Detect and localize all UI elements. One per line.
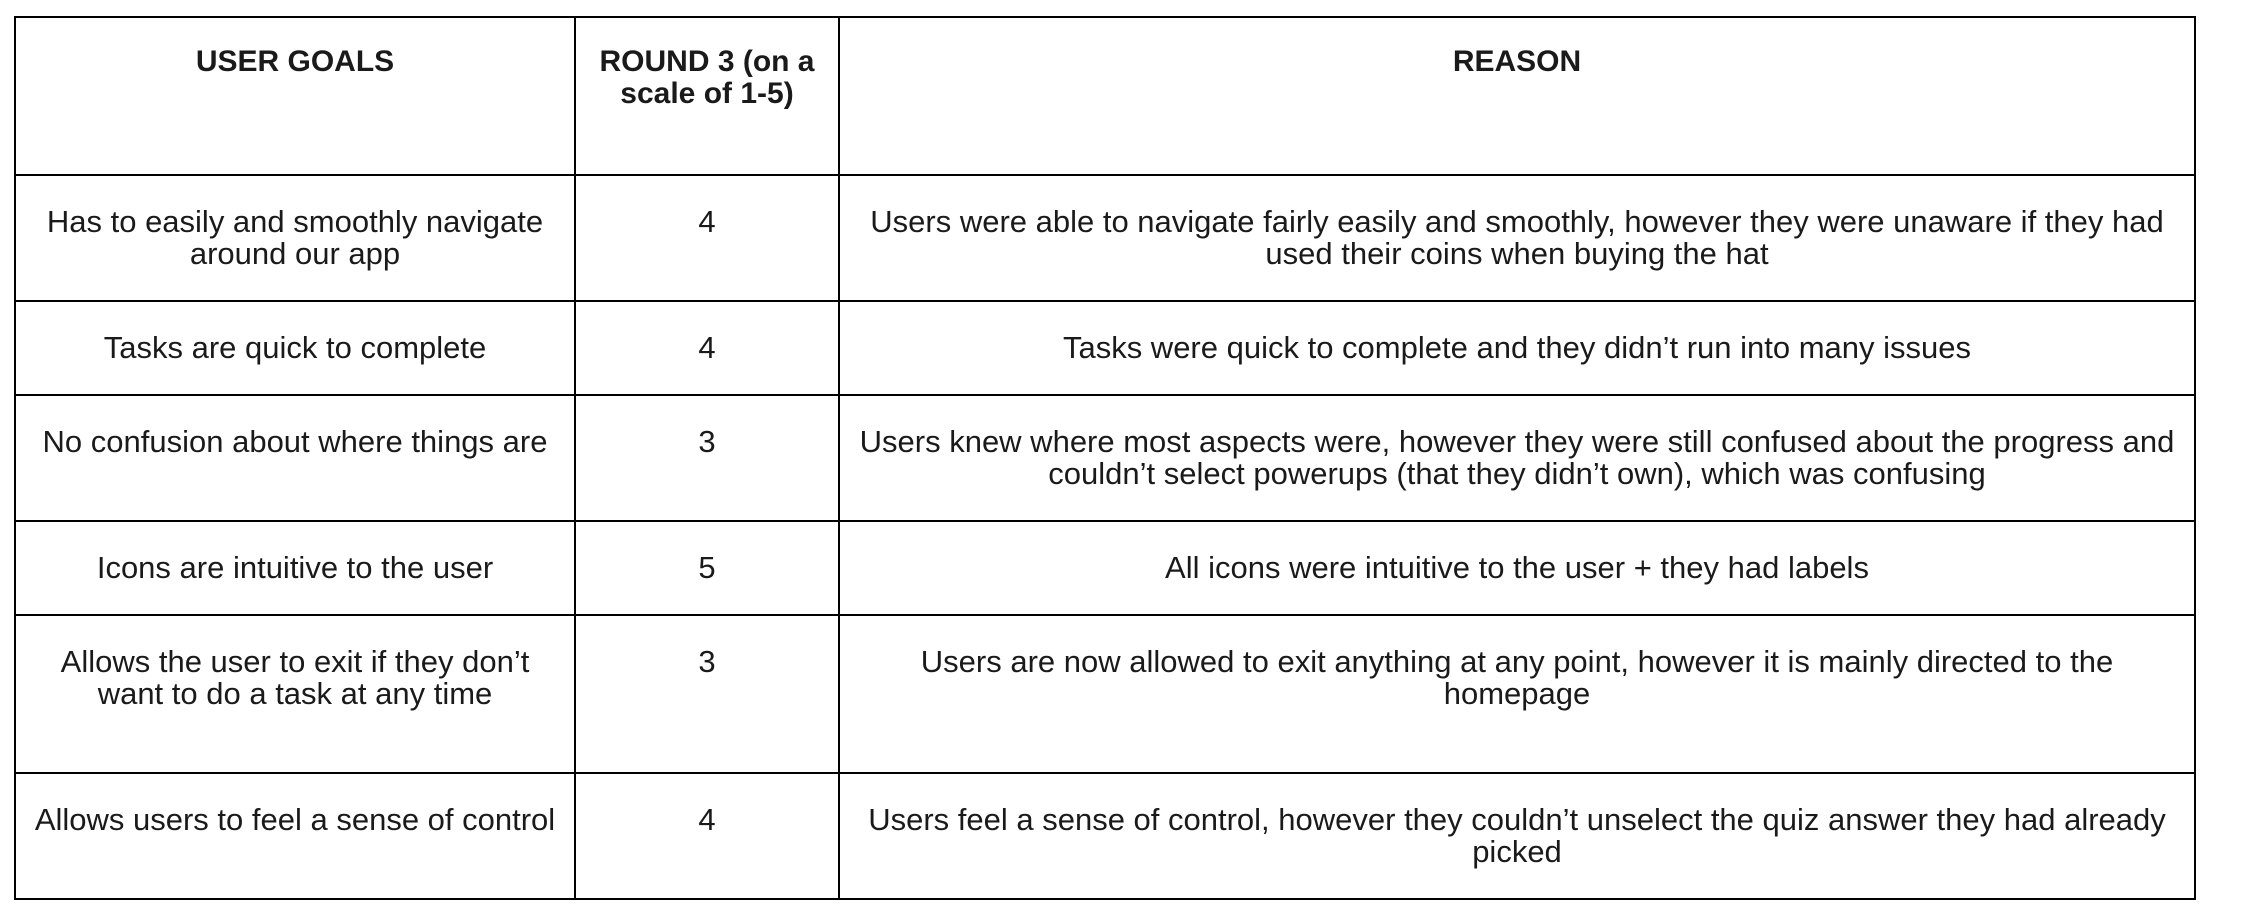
goal-cell: Tasks are quick to complete — [15, 301, 575, 395]
table-header-row — [15, 17, 2195, 175]
table-row — [15, 773, 2195, 899]
score-cell: 4 — [575, 175, 839, 301]
score-cell: 4 — [575, 773, 839, 899]
reason-cell: Users were able to navigate fairly easily and smoothly, however they were unaware if they had used their coins when buying the hat — [839, 175, 2195, 301]
reason-cell: Tasks were quick to complete and they didn’t run into many issues — [839, 301, 2195, 395]
score-cell: 4 — [575, 301, 839, 395]
table-row — [15, 301, 2195, 395]
goal-cell: Has to easily and smoothly navigate around our app — [15, 175, 575, 301]
table-row — [15, 615, 2195, 773]
score-cell: 5 — [575, 521, 839, 615]
score-cell: 3 — [575, 395, 839, 521]
goal-cell: Allows the user to exit if they don’t want to do a task at any time — [15, 615, 575, 773]
table-row — [15, 175, 2195, 301]
header-round-3-score: ROUND 3 (on a scale of 1-5) — [575, 17, 839, 175]
table-row — [15, 395, 2195, 521]
score-cell: 3 — [575, 615, 839, 773]
goal-cell: No confusion about where things are — [15, 395, 575, 521]
reason-cell: All icons were intuitive to the user + they had labels — [839, 521, 2195, 615]
reason-cell: Users knew where most aspects were, however they were still confused about the progress and couldn’t select powerups (that they didn’t own), which was confusing — [839, 395, 2195, 521]
reason-cell: Users are now allowed to exit anything at any point, however it is mainly directed to the homepage — [839, 615, 2195, 773]
header-reason: REASON — [839, 17, 2195, 175]
reason-cell: Users feel a sense of control, however they couldn’t unselect the quiz answer they had already picked — [839, 773, 2195, 899]
table-row — [15, 521, 2195, 615]
goal-cell: Icons are intuitive to the user — [15, 521, 575, 615]
goal-cell: Allows users to feel a sense of control — [15, 773, 575, 899]
header-user-goals: USER GOALS — [15, 17, 575, 175]
user-goals-table — [14, 16, 2196, 900]
